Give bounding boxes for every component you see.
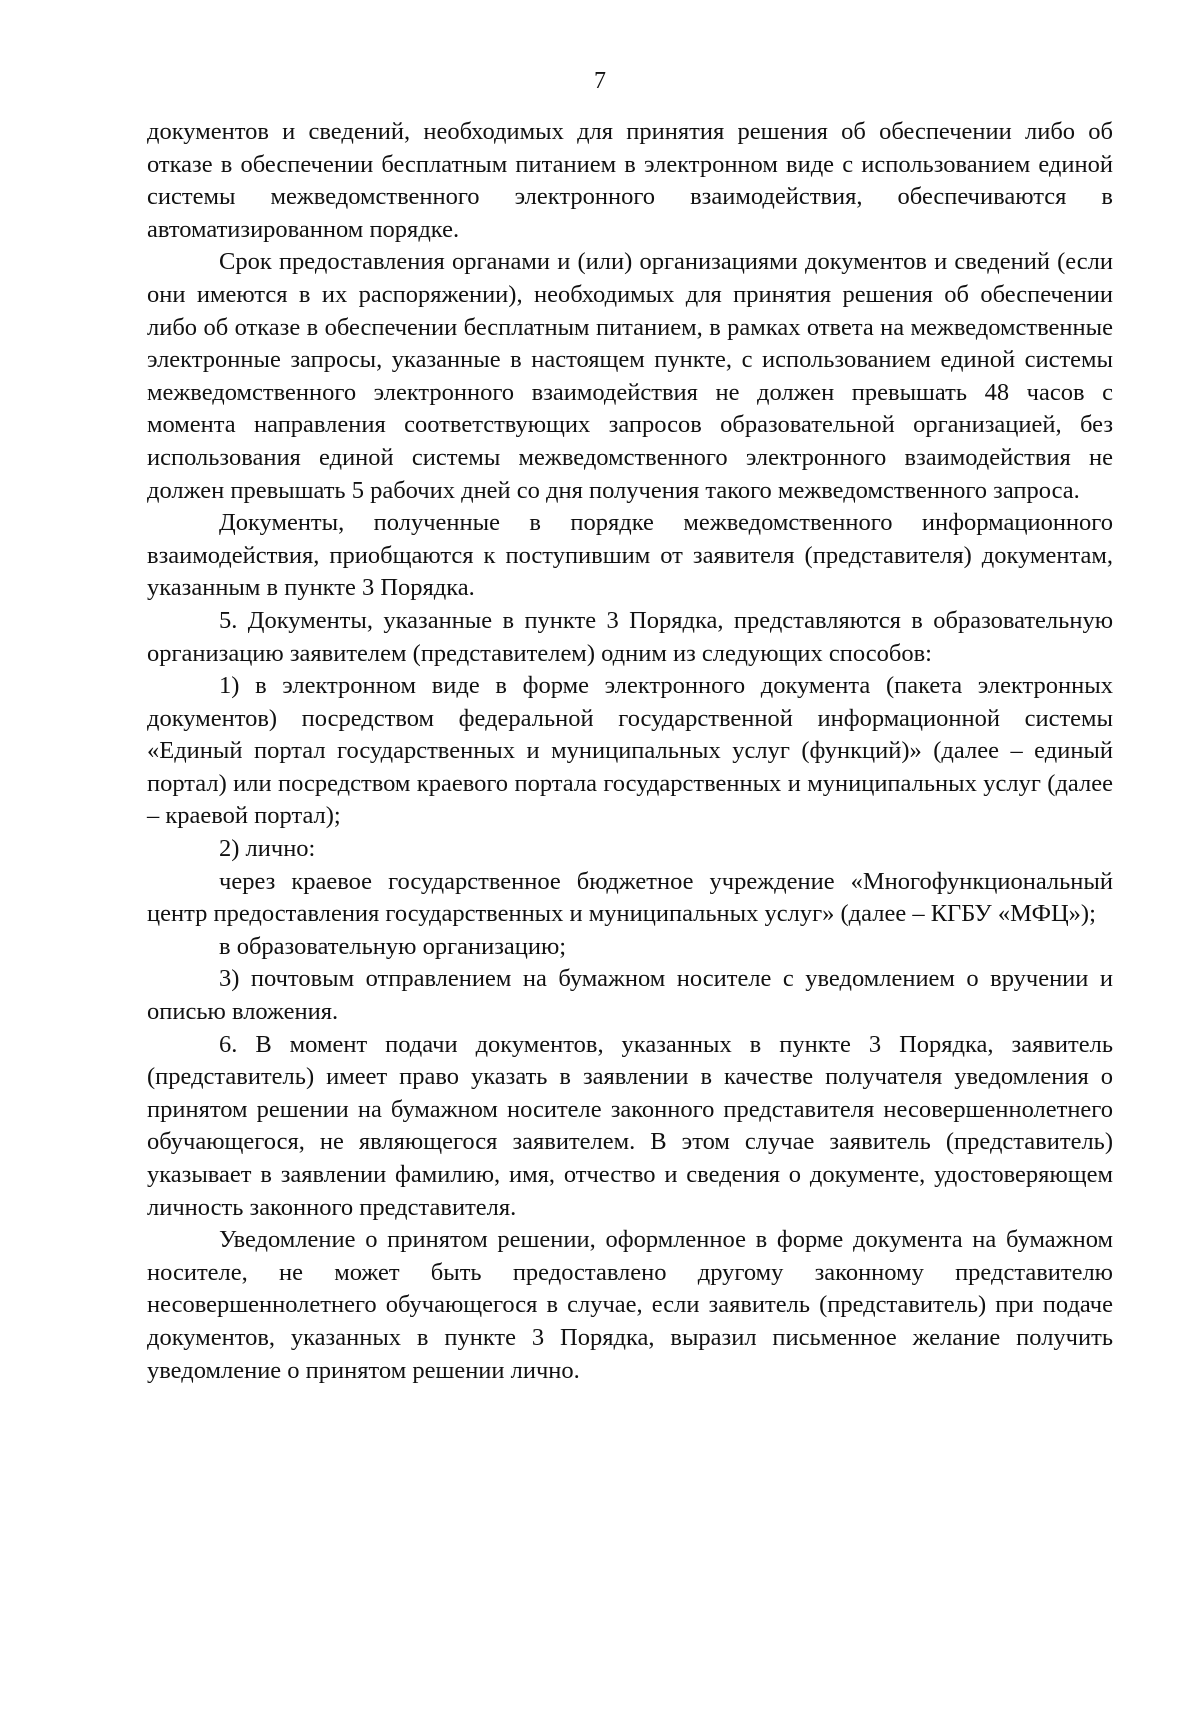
paragraph-method-2: 2) лично: [219,835,316,863]
paragraph-response-deadline: Срок предоставления органами и (или) организациями документов и сведений (если они имеются в их распоряжении), необходимых для принятия решения об обеспечении либо об отказе в обеспечении бесплатным питанием, в рамках ответа на межведомственные электронные запросы, указанные в настоящем пункте, с использованием единой системы межведомственного электронного взаимодействия не должен превышать 48 часов с момента направления соответствующих запросов образовательной организацией, без использования единой системы межведомственного электронного взаимодействия не должен превышать 5 рабочих дней со дня получения такого межведомственного запроса. [147,248,1113,504]
paragraph-method-2-organization: в образовательную организацию; [219,932,567,960]
paragraph-method-3: 3) почтовым отправлением на бумажном носителе с уведомлением о вручении и описью вложения. [147,965,1113,1026]
paragraph-notification: Уведомление о принятом решении, оформленное в форме документа на бумажном носителе, не может быть предоставлено другому законному представителю несовершеннолетнего обучающегося в случае, если заявитель (представитель) при подаче документов, указанных в пункте 3 Порядка, выразил письменное желание получить уведомление о принятом решении лично. [147,1226,1113,1384]
paragraph-method-2-mfc: через краевое государственное бюджетное учреждение «Многофункциональный центр предоставления государственных и муниципальных услуг» (далее – КГБУ «МФЦ»); [147,867,1113,928]
paragraph-method-1: 1) в электронном виде в форме электронного документа (пакета электронных документов) посредством федеральной государственной информационной системы «Единый портал государственных и муниципальных услуг (функций)» (далее – единый портал) или посредством краевого портала государственных и муниципальных услуг (далее – краевой портал); [147,672,1113,830]
page-number: 7 [594,68,606,94]
paragraph-continuation: документов и сведений, необходимых для принятия решения об обеспечении либо об отказе в обеспечении бесплатным питанием в электронном виде с использованием единой системы межведомственного электронного взаимодействия, обеспечиваются в автоматизированном порядке. [147,118,1113,243]
paragraph-received-documents: Документы, полученные в порядке межведомственного информационного взаимодействия, приобщаются к поступившим от заявителя (представителя) документам, указанным в пункте 3 Порядка. [147,509,1113,602]
document-body [147,116,1113,1387]
paragraph-item-6: 6. В момент подачи документов, указанных в пункте 3 Порядка, заявитель (представитель) имеет право указать в заявлении в качестве получателя уведомления о принятом решении на бумажном носителе законного представителя несовершеннолетнего обучающегося, не являющегося заявителем. В этом случае заявитель (представитель) указывает в заявлении фамилию, имя, отчество и сведения о документе, удостоверяющем личность законного представителя. [147,1030,1113,1221]
paragraph-item-5: 5. Документы, указанные в пункте 3 Порядка, представляются в образовательную организацию заявителем (представителем) одним из следующих способов: [147,606,1113,667]
